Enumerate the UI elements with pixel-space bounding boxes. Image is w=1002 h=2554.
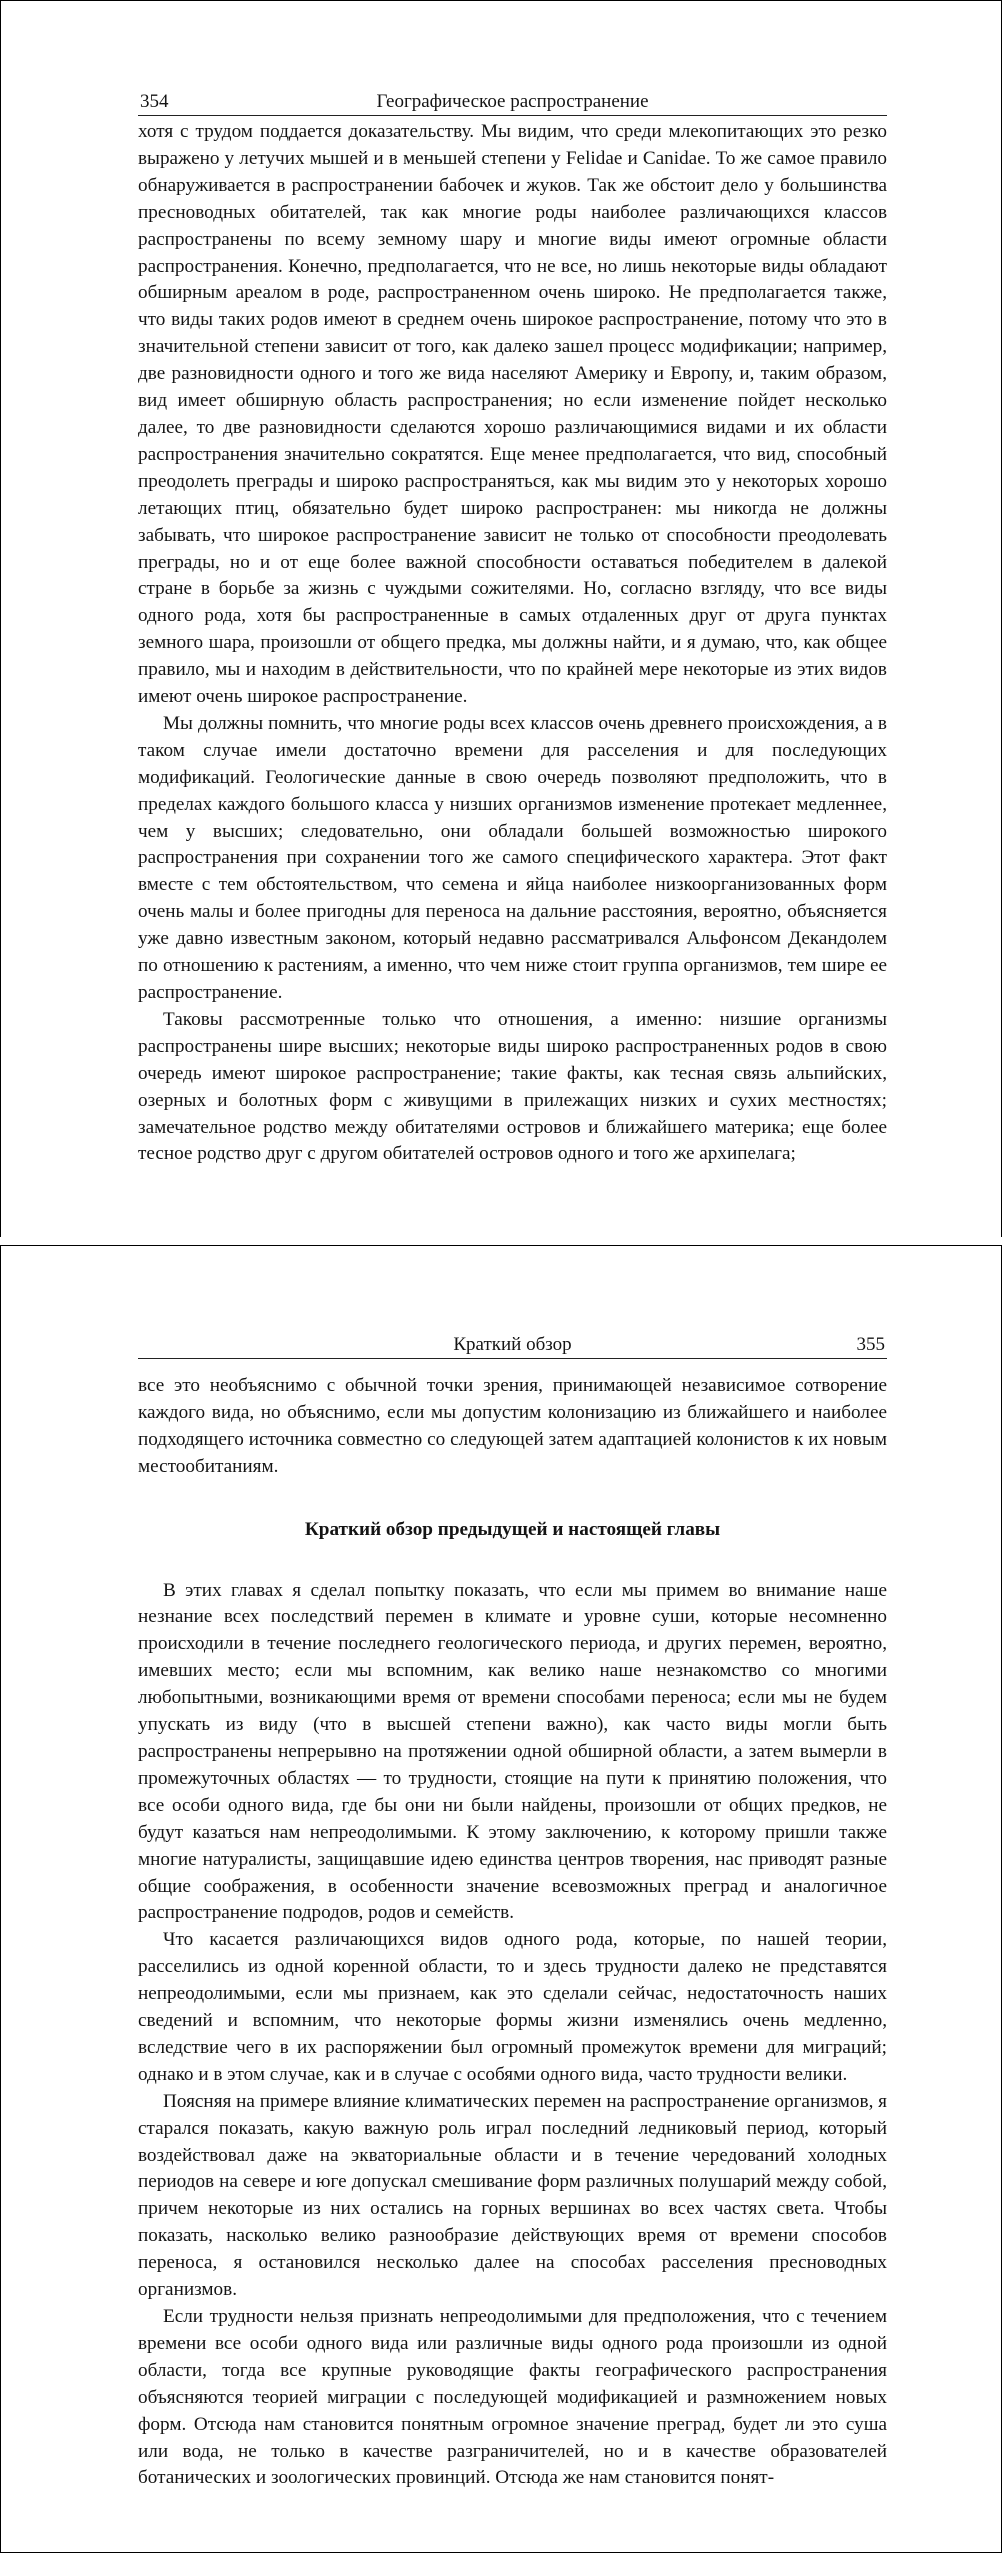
page-number: 355 <box>856 1334 885 1355</box>
paragraph: Таковы рассмотренные только что отношения, а именно: низшие организмы распространены шире высших; некоторые виды широко распространенных родов в свою очередь имеют широкое распространение; такие факты, как тесная связь альпийских, озерных и болотных форм с живущими в прилежащих низких и сухих местностях; замечательное родство между обитателями островов и ближайшего материка; еще более тесное родство друг с другом обитателей островов одного и того же архипелага; <box>138 1008 887 1165</box>
paragraph: Если трудности нельзя признать непреодолимыми для предположения, что с течением времени все особи одного вида или различные виды одного рода произошли из одной области, тогда все крупные руководящие факты географического распространения объясняются теорией миграции с последующей модификацией и размножением новых форм. Отсюда нам становится понятным огромное значение преград, будет ли это суша или вода, не только в качестве разграничителей, но и в качестве образователей ботанических и зоологических провинций. Отсюда же нам становится понят- <box>138 2306 887 2489</box>
paragraph: все это необъяснимо с обычной точки зрения, принимающей независимое сотворение каждого вида, но объяснимо, если мы допустим колонизацию из ближайшего и наиболее подходящего источника совместно со следующей затем адаптацией колонистов к их новым местообитаниям. <box>138 1375 887 1477</box>
body-text <box>138 119 887 1168</box>
section-heading: Краткий обзор предыдущей и настоящей главы <box>304 1518 721 1540</box>
page-354 <box>0 0 1002 1238</box>
page-header <box>138 1332 887 1359</box>
paragraph: В этих главах я сделал попытку показать, что если мы примем во внимание наше незнание всех последствий перемен в климате и уровне суши, которые несомненно происходили в течение последнего геологического периода, и других перемен, вероятно, имевших место; если мы вспомним, как велико наше незнакомство со многими любопытными, возникающими время от времени способами переноса; если мы не будем упускать из виду (что в высшей степени важно), как часто виды могли быть распространены непрерывно на протяжении одной обширной области, а затем вымерли в промежуточных областях — то трудности, стоящие на пути к принятию положения, что все особи одного вида, где бы они ни были найдены, произошли от общих предков, не будут казаться нам непреодолимыми. К этому заключению, к которому пришли также многие натуралисты, защищавшие идею единства центров творения, нас приводят разные общие соображения, в особенности значение всевозможных преград и аналогичное распространение подродов, родов и семейств. <box>138 1579 887 1924</box>
paragraph: Мы должны помнить, что многие роды всех классов очень древнего происхождения, а в таком случае имели достаточно времени для расселения и для последующих модификаций. Геологические данные в свою очередь позволяют предположить, что в пределах каждого большого класса у низших организмов изменение протекает медленнее, чем у высших; следовательно, они обладали большей возможностью широкого распространения при сохранении того же самого специфического характера. Этот факт вместе с тем обстоятельством, что семена и яйца наиболее низкоорганизованных форм очень малы и более пригодны для переноса на дальние расстояния, вероятно, объясняется уже давно известным законом, который недавно рассматривался Альфонсом Декандолем по отношению к растениям, а именно, что чем ниже стоит группа организмов, тем шире ее распространение. <box>138 712 887 1003</box>
page-number: 354 <box>140 91 169 112</box>
body-text <box>138 1373 887 2492</box>
page-header <box>138 89 887 116</box>
running-title: Краткий обзор <box>453 1334 572 1355</box>
paragraph: Что касается различающихся видов одного рода, которые, по нашей теории, расселились из одной коренной области, то и здесь трудности далеко не представятся непреодолимыми, если мы признаем, как это сделали сейчас, недостаточность наших сведений и вспомним, что некоторые формы жизни изменялись очень медленно, вследствие чего в их распоряжении был огромный промежуток времени для миграций; однако и в этом случае, как и в случае с особями одного вида, часто трудности велики. <box>138 1929 887 2085</box>
page-gap <box>0 1237 1002 1245</box>
paragraph: хотя с трудом поддается доказательству. Мы видим, что среди млекопитающих это резко выражено у летучих мышей и в меньшей степени у Felidae и Canidae. То же самое правило обнаруживается в распространении бабочек и жуков. Так же обстоит дело у большинства пресноводных обитателей, так как многие роды наиболее различающихся классов распространены по всему земному шару и многие виды имеют огромные области распространения. Конечно, предполагается, что не все, но лишь некоторые виды обладают обширным ареалом в роде, распространенном очень широко. Не предполагается также, что виды таких родов имеют в среднем очень широкое распространение, потому что это в значительной степени зависит от того, как далеко зашел процесс модификации; например, две разновидности одного и того же вида населяют Америку и Европу, и, таким образом, вид имеет обширную область распространения; но если изменение пойдет несколько далее, то две разновидности сделаются хорошо различающимися видами и их области распространения значительно сократятся. Еще менее предполагается, что вид, способный преодолеть преграды и широко распространяться, как мы видим это у некоторых хорошо летающих птиц, обязательно будет широко распространен: мы никогда не должны забывать, что широкое распространение зависит не только от способности преодолевать преграды, но и от еще более важной способности оставаться победителем в далекой стране в борьбе за жизнь с чуждыми сожителями. Но, согласно взгляду, что все виды одного рода, хотя бы распространенные в самых отдаленных друг от друга пунктах земного шара, произошли от общего предка, мы должны найти, и я думаю, что, как общее правило, мы и находим в действительности, что по крайней мере некоторые из этих видов имеют очень широкое распространение. <box>138 121 887 708</box>
page-355 <box>0 1245 1002 2553</box>
running-title: Географическое распространение <box>376 91 649 112</box>
paragraph: Поясняя на примере влияние климатических перемен на распространение организмов, я старался показать, какую важную роль играл последний ледниковый период, который воздействовал даже на экваториальные области и в течение чередований холодных периодов на севере и юге допускал смешивание форм различных полушарий между собой, причем некоторые из них остались на горных вершинах во всех частях света. Чтобы показать, насколько велико разнообразие действующих время от времени способов переноса, я остановился несколько далее на способах расселения пресноводных организмов. <box>138 2090 888 2301</box>
